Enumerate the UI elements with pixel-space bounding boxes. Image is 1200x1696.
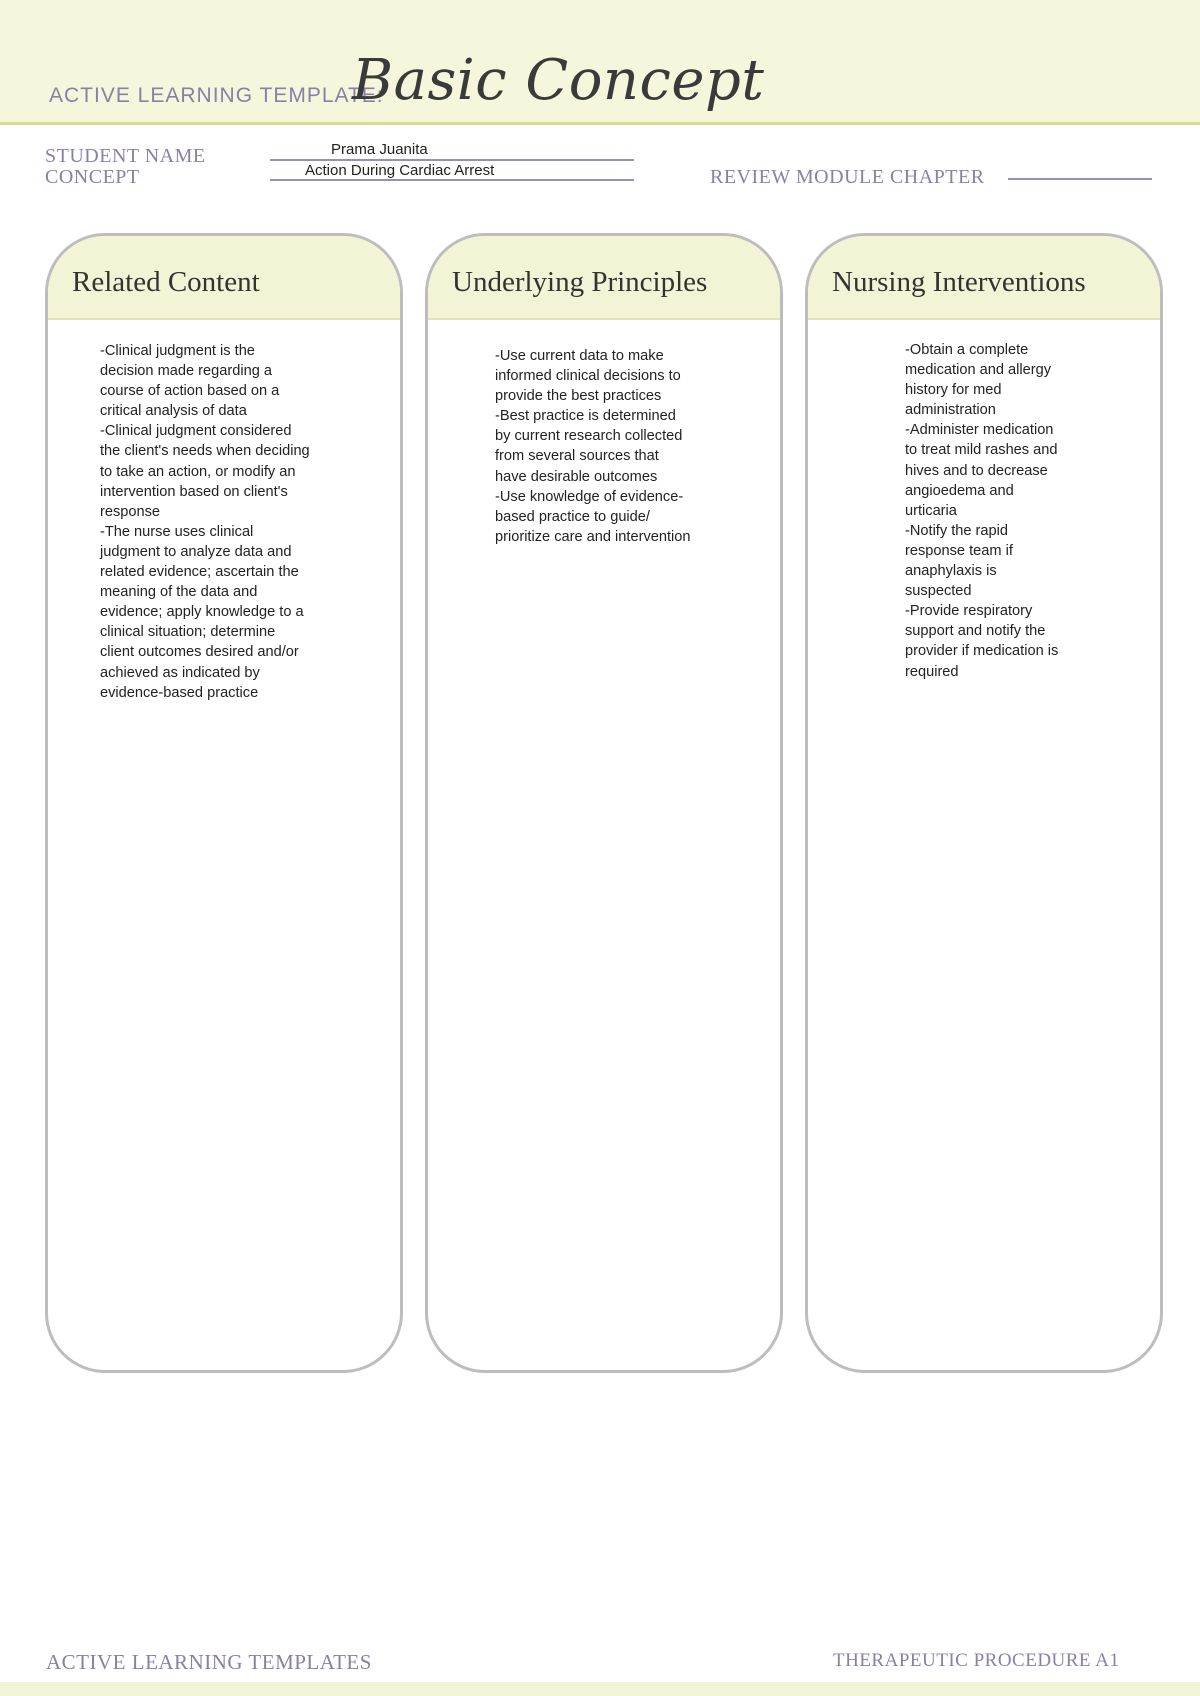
text-line: the client's needs when deciding — [100, 443, 310, 460]
text-line: critical analysis of data — [100, 403, 247, 420]
text-line: have desirable outcomes — [495, 468, 658, 485]
card-related-content — [45, 233, 403, 1373]
text-line: response team if — [905, 542, 1013, 559]
text-line: support and notify the — [905, 623, 1046, 640]
text-line: -The nurse uses clinical — [100, 523, 254, 540]
text-line: -Use current data to make — [495, 348, 664, 364]
text-line: based practice to guide/ — [495, 508, 650, 525]
text-line: -Obtain a complete — [905, 342, 1029, 358]
text-line: course of action based on a — [100, 383, 280, 400]
text-line: provider if medication is — [905, 643, 1059, 660]
text-line: decision made regarding a — [100, 363, 272, 380]
text-line: required — [905, 663, 959, 680]
text-line: -Best practice is determined — [495, 408, 676, 425]
text-line: -Notify the rapid — [905, 522, 1009, 539]
text-line: to treat mild rashes and — [905, 442, 1058, 459]
card-body[interactable] — [905, 340, 1058, 682]
text-line: -Clinical judgment considered — [100, 423, 292, 440]
student-name-label: STUDENT NAME — [45, 145, 206, 167]
concept-underline — [270, 179, 634, 181]
text-line: administration — [905, 402, 996, 419]
footer-left-label: ACTIVE LEARNING TEMPLATES — [46, 1650, 372, 1674]
text-line: suspected — [905, 583, 972, 600]
review-module-label: REVIEW MODULE CHAPTER — [710, 166, 985, 188]
text-line: -Use knowledge of evidence- — [495, 488, 684, 505]
text-line: -Provide respiratory — [905, 603, 1033, 620]
text-line: intervention based on client's — [100, 483, 288, 500]
text-line: achieved as indicated by — [100, 664, 260, 681]
template-title: Basic Concept — [352, 48, 765, 113]
text-line: history for med — [905, 382, 1002, 399]
text-line: hives and to decrease — [905, 462, 1048, 479]
card-title: Nursing Interventions — [832, 266, 1086, 298]
footer-right-label: THERAPEUTIC PROCEDURE A1 — [833, 1650, 1120, 1671]
text-line: -Clinical judgment is the — [100, 343, 255, 359]
concept-field[interactable]: Action During Cardiac Arrest — [305, 162, 495, 179]
concept-label: CONCEPT — [45, 166, 140, 188]
text-line: meaning of the data and — [100, 584, 258, 601]
card-title: Underlying Principles — [452, 266, 708, 298]
text-line: urticaria — [905, 502, 957, 519]
student-name-underline — [270, 159, 634, 161]
text-line: response — [100, 503, 161, 520]
text-line: informed clinical decisions to — [495, 368, 681, 385]
text-line: related evidence; ascertain the — [100, 564, 299, 581]
text-line: to take an action, or modify an — [100, 463, 296, 480]
student-name-field[interactable]: Prama Juanita — [331, 141, 428, 158]
card-body[interactable] — [495, 346, 691, 547]
footer-band — [0, 1682, 1200, 1696]
card-body[interactable] — [100, 341, 310, 703]
text-line: evidence; apply knowledge to a — [100, 604, 304, 621]
text-line: by current research collected — [495, 428, 683, 445]
review-module-underline — [1008, 178, 1152, 180]
text-line: prioritize care and intervention — [495, 528, 691, 545]
text-line: judgment to analyze data and — [100, 543, 292, 560]
text-line: anaphylaxis is — [905, 563, 997, 580]
text-line: clinical situation; determine — [100, 624, 276, 641]
card-underlying-principles — [425, 233, 783, 1373]
text-line: client outcomes desired and/or — [100, 644, 299, 661]
card-title: Related Content — [72, 266, 260, 298]
card-nursing-interventions — [805, 233, 1163, 1373]
text-line: angioedema and — [905, 482, 1014, 499]
text-line: provide the best practices — [495, 388, 662, 405]
text-line: medication and allergy — [905, 362, 1052, 379]
text-line: from several sources that — [495, 448, 659, 465]
text-line: evidence-based practice — [100, 684, 259, 701]
template-label: ACTIVE LEARNING TEMPLATE: — [49, 84, 384, 107]
text-line: -Administer medication — [905, 422, 1054, 439]
